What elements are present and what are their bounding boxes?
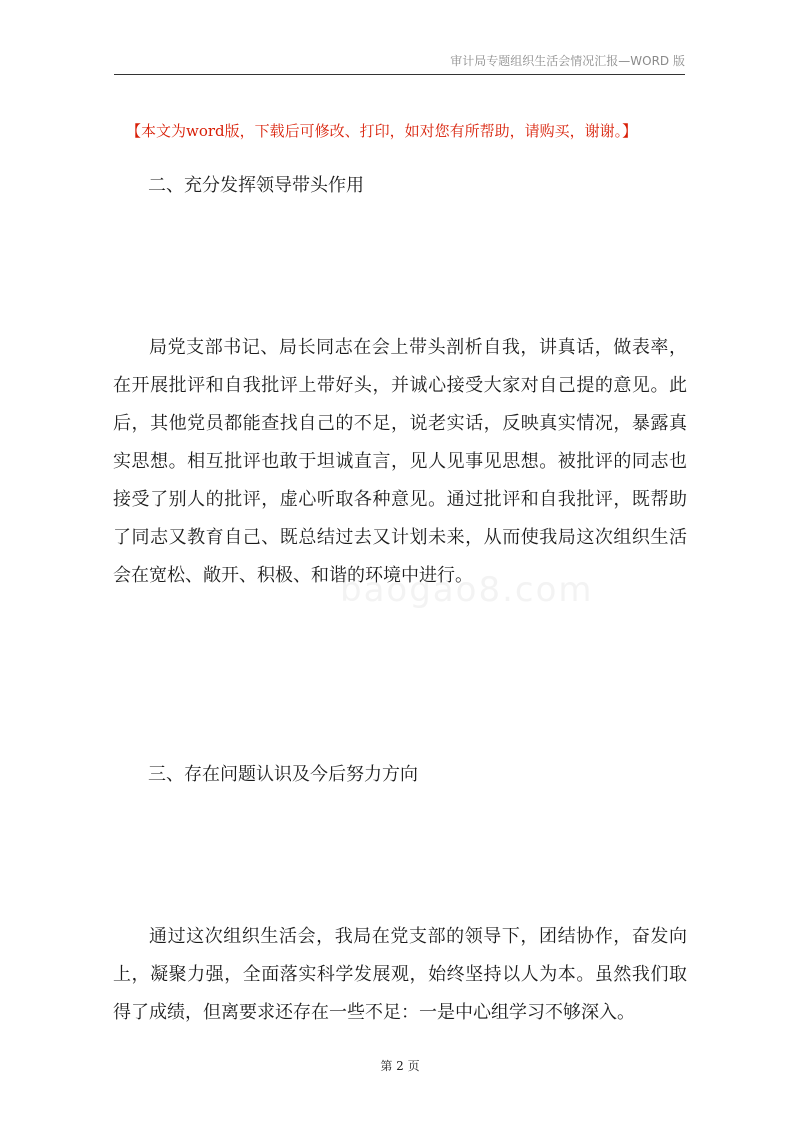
page-number: 第 2 页 [380,1059,420,1073]
section-3-heading: 三、存在问题认识及今后努力方向 [148,764,418,785]
document-header-title: 审计局专题组织生活会情况汇报—WORD 版 [450,54,685,68]
header-divider [114,74,685,75]
download-notice: 【本文为word版，下载后可修改、打印，如对您有所帮助，请购买，谢谢。】 [126,122,638,140]
watermark-text: baogao8.com [340,570,594,610]
section-3-paragraph: 通过这次组织生活会，我局在党支部的领导下，团结协作，奋发向上，凝聚力强，全面落实科学发展观，始终坚持以人为本。虽然我们取得了成绩，但离要求还存在一些不足：一是中心组学习不够深入。 [113,926,687,1023]
section-2-paragraph: 局党支部书记、局长同志在会上带头剖析自我，讲真话，做表率，在开展批评和自我批评上带好头，并诚心接受大家对自己提的意见。此后，其他党员都能查找自己的不足，说老实话，反映真实情况，暴露真实思想。相互批评也敢于坦诚直言，见人见事见思想。被批评的同志也接受了别人的批评，虚心听取各种意见。通过批评和自我批评，既帮助了同志又教育自己、既总结过去又计划未来，从而使我局这次组织生活会在宽松、敞开、积极、和谐的环境中进行。 [113,337,687,586]
section-2-heading: 二、充分发挥领导带头作用 [148,175,364,196]
